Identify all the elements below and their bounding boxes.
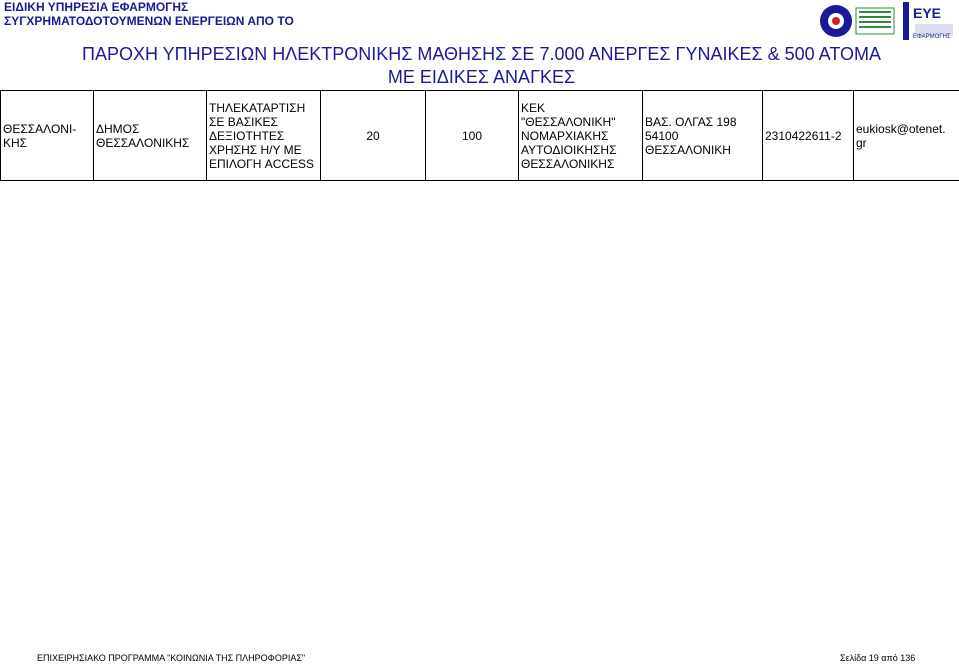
table-row [1, 91, 959, 181]
program-footer: ΕΠΙΧΕΙΡΗΣΙΑΚΟ ΠΡΟΓΡΑΜΜΑ "ΚΟΙΝΩΝΙΑ ΤΗΣ ΠΛΗΡΟΦΟΡΙΑΣ" [37, 653, 306, 663]
infosociety-logo [818, 2, 896, 40]
course-table [0, 90, 959, 181]
agency-header-line-1: ΕΙΔΙΚΗ ΥΠΗΡΕΣΙΑ ΕΦΑΡΜΟΓΗΣ [4, 0, 189, 14]
phone-cell: 2310422611-2 [763, 91, 854, 181]
svg-text:ΕΦΑΡΜΟΓΗΣ: ΕΦΑΡΜΟΓΗΣ [913, 34, 951, 40]
address-cell: ΒΑΣ. ΟΛΓΑΣ 198 54100 ΘΕΣΣΑΛΟΝΙΚΗ [643, 91, 763, 181]
svg-text:ΕΥΕ: ΕΥΕ [913, 5, 942, 21]
email-cell[interactable]: eukiosk@otenet. gr [854, 91, 959, 181]
prefecture-cell: ΘΕΣΣΑΛΟΝΙ- ΚΗΣ [1, 91, 94, 181]
eye-logo [903, 2, 955, 40]
page-title-line-1: ΠΑΡΟΧΗ ΥΠΗΡΕΣΙΩΝ ΗΛΕΚΤΡΟΝΙΚΗΣ ΜΑΘΗΣΗΣ ΣΕ 7.000 ΑΝΕΡΓΕΣ ΓΥΝΑΙΚΕΣ & 500 ΑΤΟΜΑ [81, 44, 882, 64]
provider-cell: ΚΕΚ "ΘΕΣΣΑΛΟΝΙΚΗ" ΝΟΜΑΡΧΙΑΚΗΣ ΑΥΤΟΔΙΟΙΚΗΣΗΣ ΘΕΣΣΑΛΟΝΙΚΗΣ [519, 91, 643, 181]
page-title-line-2: ΜΕ ΕΙΔΙΚΕΣ ΑΝΑΓΚΕΣ [387, 67, 576, 87]
page-number: Σελίδα 19 από 136 [840, 653, 916, 663]
hours-cell: 20 [321, 91, 426, 181]
program-cell: ΤΗΛΕΚΑΤΑΡΤΙΣΗ ΣΕ ΒΑΣΙΚΕΣ ΔΕΞΙΟΤΗΤΕΣ ΧΡΗΣΗΣ Η/Υ ΜΕ ΕΠΙΛΟΓΗ ACCESS [207, 91, 321, 181]
municipality-cell: ΔΗΜΟΣ ΘΕΣΣΑΛΟΝΙΚΗΣ [94, 91, 207, 181]
trainees-cell: 100 [426, 91, 519, 181]
agency-header-line-2: ΣΥΓΧΡΗΜΑΤΟΔΟΤΟΥΜΕΝΩΝ ΕΝΕΡΓΕΙΩΝ ΑΠΟ ΤΟ [4, 14, 294, 28]
